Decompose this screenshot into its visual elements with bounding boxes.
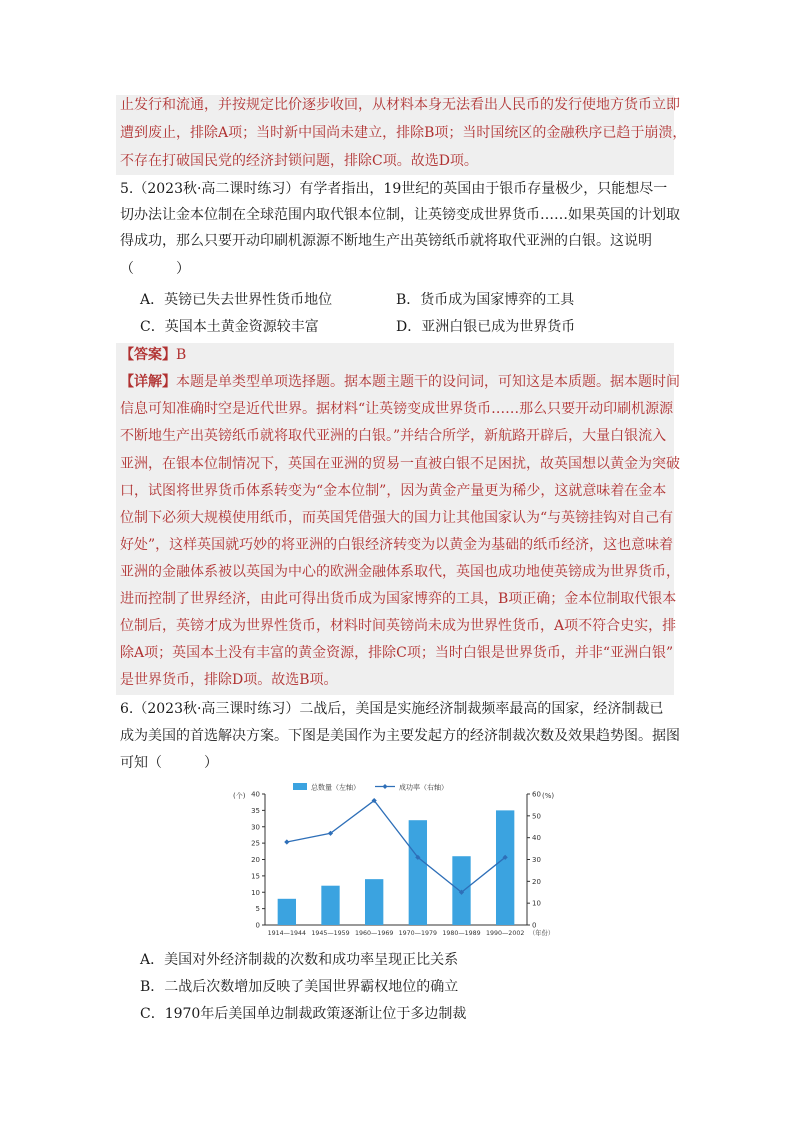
left-tick-label: 35 [251, 806, 260, 815]
q5-detail-line: 位制后，英镑才成为世界性货币，材料时间英镑尚未成为世界性货币，A项不符合史实，排 [120, 618, 677, 634]
q5-detail-line: 信息可知准确时空是近代世界。据材料“让英镑变成世界货币……那么只要开动印刷机源源 [120, 401, 674, 417]
legend-line-marker [383, 784, 388, 789]
x-tick-label: 1960—1969 [354, 930, 394, 937]
q6-option-c: C．1970年后美国单边制裁政策逐渐让位于多边制裁 [140, 1006, 467, 1022]
q5-stem-line: 5.（2023秋·高二课时练习）有学者指出，19世纪的英国由于银币存量极少，只能想尽一 [120, 181, 668, 197]
q5-detail-line: 亚洲的金融体系被以英国为中心的欧洲金融体系取代，英国也成功地使英镑成为世界货币， [120, 564, 680, 580]
legend-bar-swatch [293, 783, 307, 790]
q5-detail-line: 不断地生产出英镑纸币就将取代亚洲的白银。”并结合所学，新航路开辟后，大量白银流入 [120, 428, 667, 444]
sanctions-chart [225, 780, 585, 945]
legend-bar-label: 总数量（左轴） [311, 783, 360, 792]
right-tick-label: 60 [532, 790, 541, 799]
q5-detail-line: 位制下必须大规模使用纸币，而英国凭借强大的国力让其他国家认为“与英镑挂钩对自己有 [120, 510, 674, 526]
x-tick-label: 1914—1944 [267, 930, 307, 937]
left-tick-label: 30 [251, 823, 260, 832]
left-tick-label: 10 [251, 888, 260, 897]
left-tick-label: 15 [251, 872, 260, 881]
chart-axes [262, 794, 530, 925]
bar [409, 820, 427, 925]
left-tick-label: 40 [251, 790, 260, 799]
x-unit-label: （年份） [529, 930, 555, 937]
right-tick-label: 50 [532, 812, 541, 821]
q5-option-a: A．英镑已失去世界性货币地位 [140, 292, 333, 308]
q5-stem-line: 得成功，那么只要开动印刷机源源不断地生产出英镑纸币就将取代亚洲的白银。这说明 [120, 233, 652, 249]
right-tick-label: 10 [532, 899, 541, 908]
bar [365, 879, 383, 925]
q5-detail-line: 口，试图将世界货币体系转变为“金本位制”，因为黄金产量更为稀少，这就意味着在金本 [120, 483, 667, 499]
q5-option-c: C．英国本土黄金资源较丰富 [140, 319, 319, 335]
detail-label: 【详解】 [120, 374, 176, 390]
left-tick-label: 5 [255, 905, 260, 914]
q5-answer [120, 346, 186, 364]
chart-line [284, 798, 508, 895]
x-tick-label: 1945—1959 [311, 930, 350, 937]
left-tick-label: 20 [251, 856, 260, 864]
q4-analysis-line: 不存在打破国民党的经济封锁问题，排除C项。故选D项。 [120, 153, 478, 169]
q5-stem-line: 切办法让金本位制在全球范围内取代银本位制，让英镑变成世界货币……如果英国的计划取 [120, 207, 680, 223]
q6-option-b: B．二战后次数增加反映了美国世界霸权地位的确立 [140, 979, 459, 995]
q5-option-b: B．货币成为国家博弈的工具 [396, 292, 575, 308]
left-tick-label: 0 [255, 921, 260, 930]
right-tick-label: 40 [532, 834, 541, 843]
line-marker [284, 839, 289, 844]
right-tick-label: 30 [532, 856, 541, 864]
q6-option-a: A．美国对外经济制裁的次数和成功率呈现正比关系 [140, 952, 459, 968]
bar [496, 810, 514, 925]
q5-detail-line: 亚洲，在银本位制情况下，英国在亚洲的贸易一直被白银不足困扰，故英国想以黄金为突破 [120, 456, 680, 472]
q6-stem-line: 成为美国的首选解决方案。下图是美国作为主要发起方的经济制裁次数及效果趋势图。据图 [120, 728, 680, 744]
right-tick-label: 20 [532, 877, 541, 886]
success-rate-line [287, 801, 505, 893]
answer-label: 【答案】 [120, 347, 176, 363]
chart-legend [293, 783, 448, 792]
q5-detail-line: 是世界货币，排除D项。故选B项。 [120, 672, 338, 688]
q5-detail-line: 进而控制了世界经济，由此可得出货币成为国家博弈的工具，B项正确；金本位制取代银本 [120, 591, 677, 607]
detail-text: 本题是单类型单项选择题。据本题主题干的设问词，可知这是本质题。据本题时间 [176, 374, 680, 390]
legend-line-label: 成功率（右轴） [399, 783, 448, 792]
q5-detail-line [120, 373, 680, 391]
q5-option-d: D．亚洲白银已成为世界货币 [396, 319, 576, 335]
right-unit-label: (%) [542, 792, 555, 800]
q5-detail-line: 好处”，这样英国就巧妙的将亚洲的白银经济转变为以黄金为基础的纸币经济，这也意味着 [120, 537, 674, 553]
answer-value: B [176, 347, 187, 363]
left-tick-label: 25 [251, 839, 260, 848]
x-tick-label: 1990—2002 [485, 930, 525, 937]
q4-analysis-line: 止发行和流通，并按规定比价逐步收回，从材料本身无法看出人民币的发行使地方货币立即 [120, 97, 680, 113]
bar [321, 886, 339, 925]
right-tick-label: 0 [532, 921, 537, 930]
q6-stem-line: 可知（ ） [120, 755, 218, 771]
chart-bars [278, 810, 515, 925]
bar [278, 899, 296, 925]
left-unit-label: (个) [233, 792, 246, 800]
q4-analysis-line: 遭到废止，排除A项；当时新中国尚未建立，排除B项；当时国统区的金融秩序已趋于崩溃， [120, 125, 687, 141]
q6-stem-line: 6.（2023秋·高三课时练习）二战后，美国是实施经济制裁频率最高的国家，经济制裁已 [120, 701, 664, 717]
x-tick-label: 1970—1979 [398, 930, 438, 937]
x-tick-label: 1980—1989 [442, 930, 481, 937]
q5-answer-blank: （ ） [120, 261, 190, 277]
q5-detail-line: 除A项；英国本土没有丰富的黄金资源，排除C项；当时白银是世界货币，并非“亚洲白银” [120, 645, 674, 661]
